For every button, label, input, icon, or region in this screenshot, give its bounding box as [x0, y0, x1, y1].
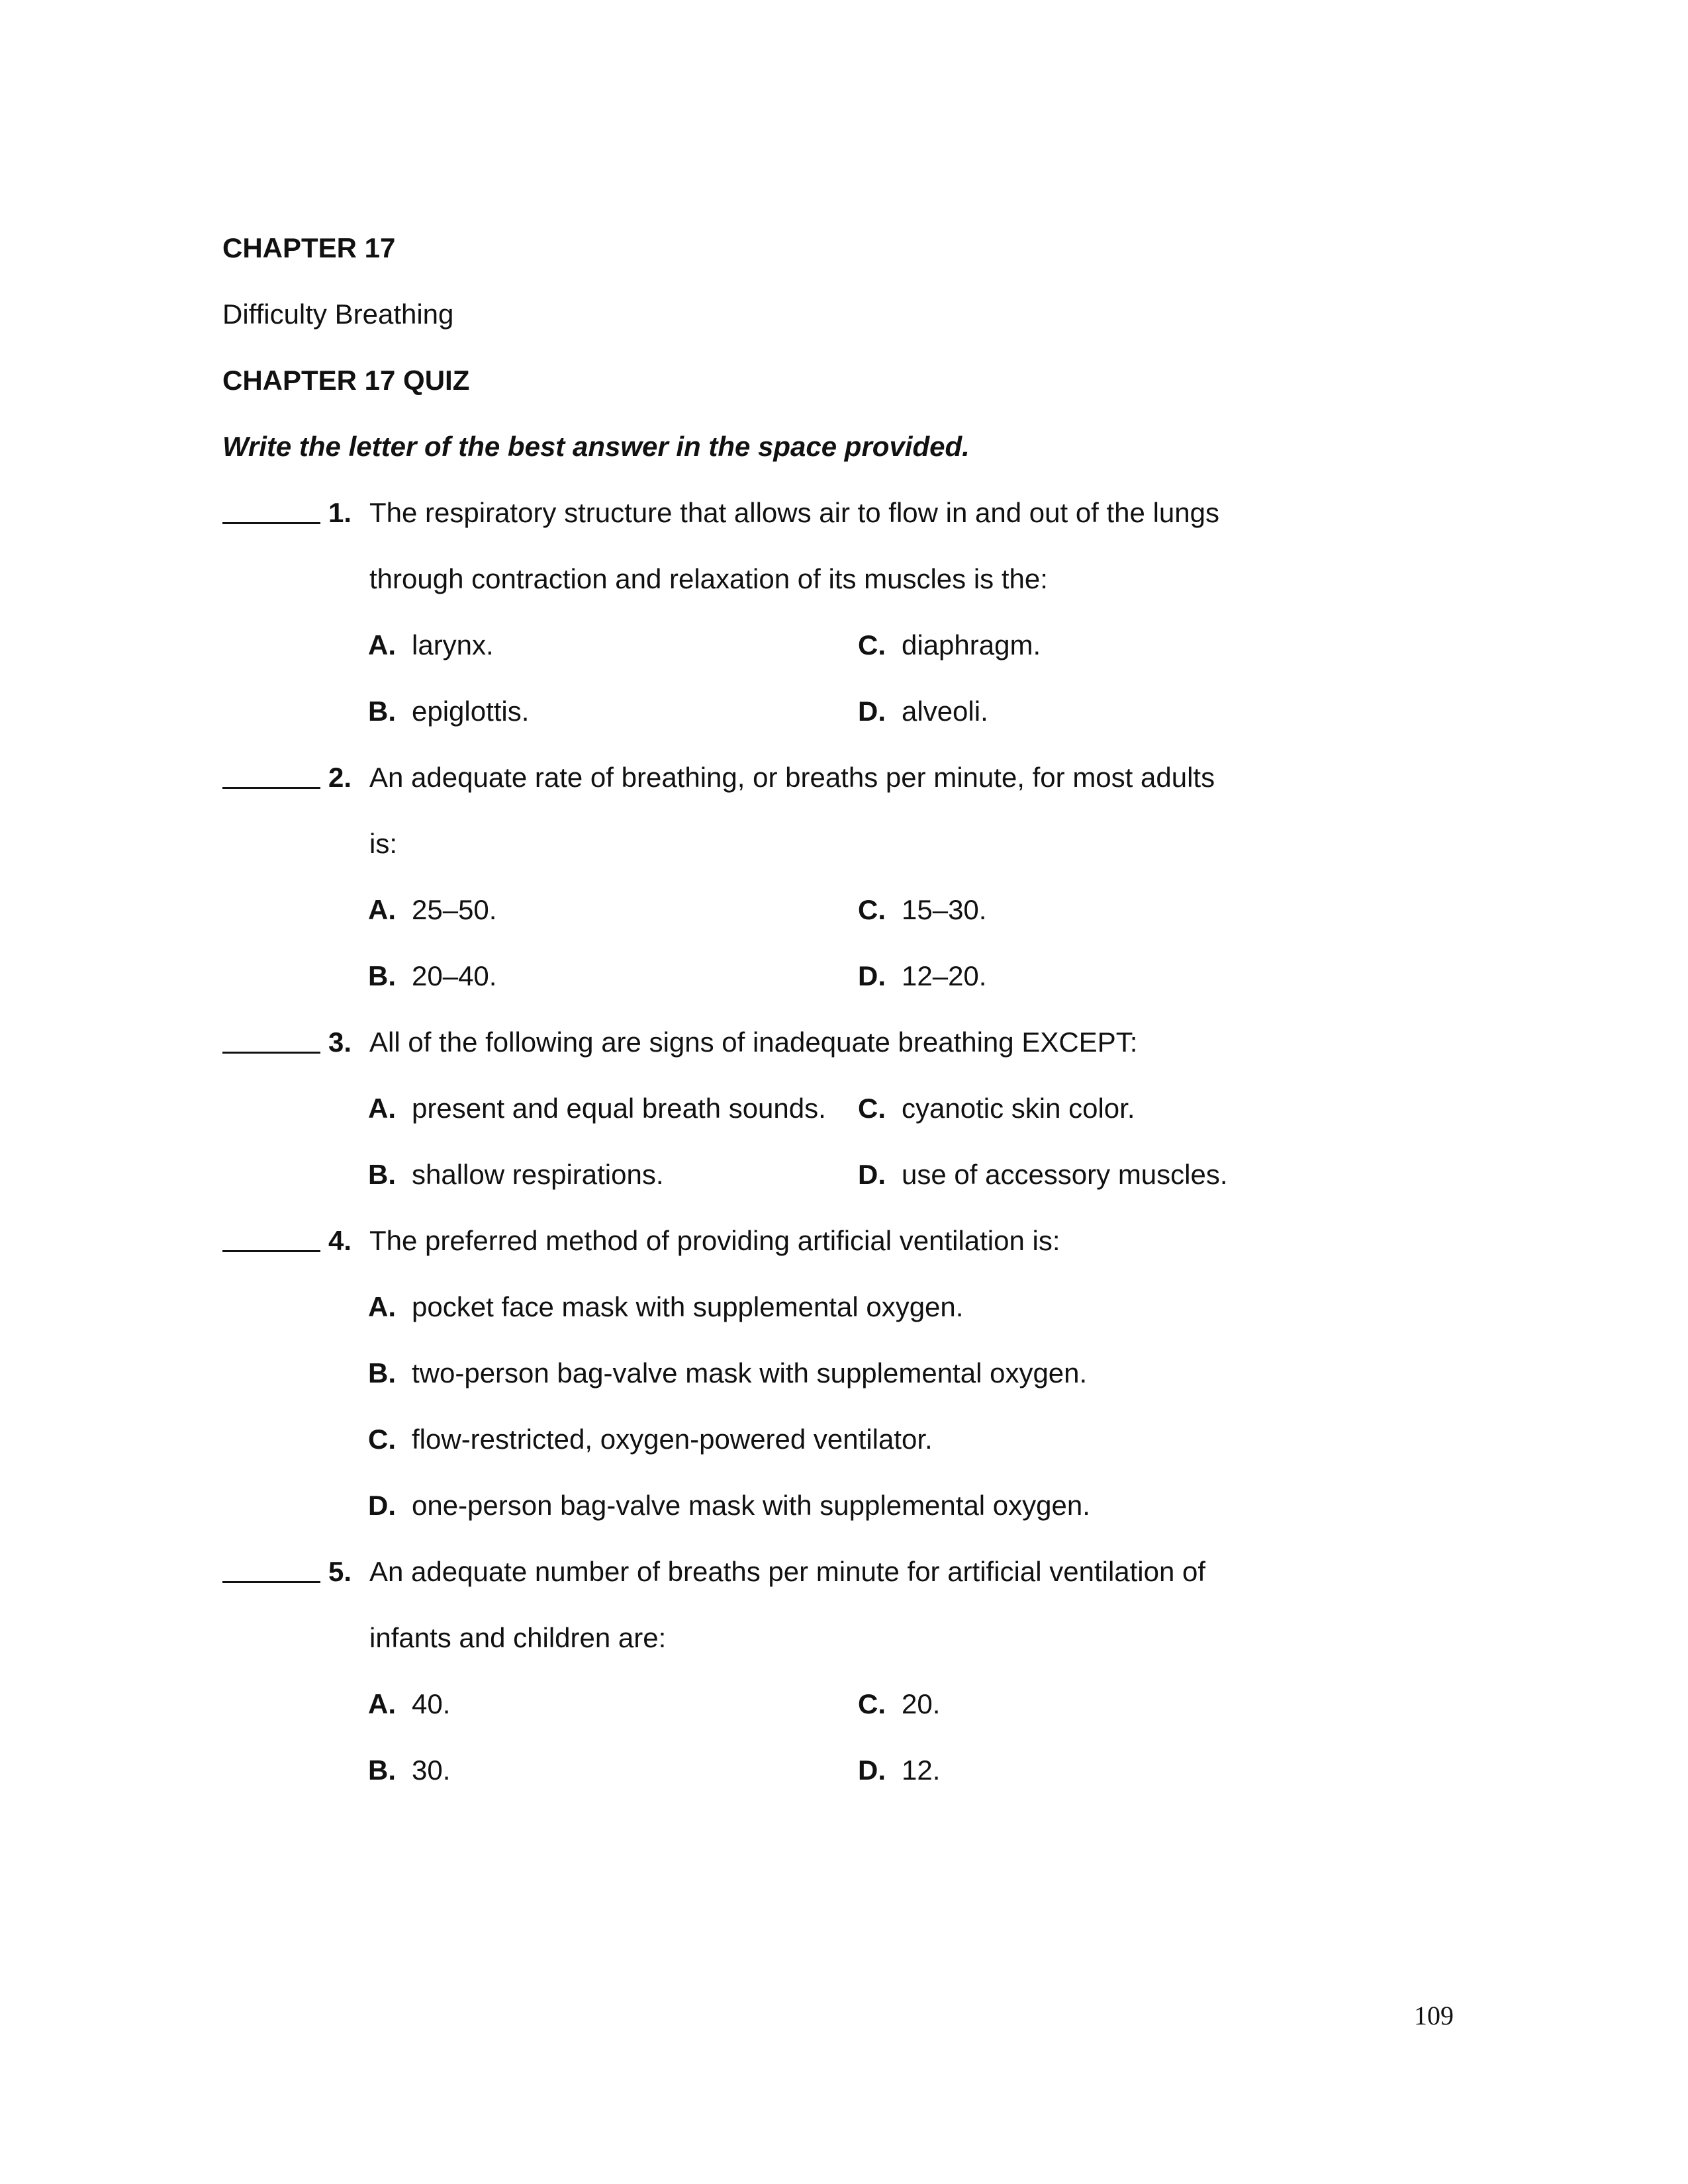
question-5 [222, 1555, 1348, 1588]
quiz-title: CHAPTER 17 QUIZ [222, 365, 470, 396]
option-d: D. 12. [858, 1754, 941, 1786]
answer-blank-5[interactable] [222, 1555, 320, 1588]
question-4 [222, 1224, 1348, 1257]
page-number: 109 [1414, 2001, 1454, 2030]
option-c: C. 15–30. [858, 894, 987, 925]
question-text: An adequate number of breaths per minute for artificial ventilation of [369, 1556, 1206, 1587]
option-b: B. 20–40. [368, 960, 497, 991]
question-text-continued: through contraction and relaxation of its muscles is the: [369, 563, 1048, 594]
chapter-subtitle: Difficulty Breathing [222, 298, 454, 330]
option-c: C. diaphragm. [858, 629, 1041, 660]
question-number: 3. [328, 1026, 352, 1058]
question-text: All of the following are signs of inadequate breathing EXCEPT: [369, 1026, 1138, 1058]
answer-blank-3[interactable] [222, 1026, 320, 1059]
question-1 [222, 496, 1348, 529]
option-d: D. alveoli. [858, 696, 988, 727]
question-2 [222, 761, 1348, 794]
option-a: A. larynx. [368, 629, 494, 660]
question-text: The respiratory structure that allows air to flow in and out of the lungs [369, 497, 1219, 528]
question-number: 2. [328, 762, 352, 793]
option-b: B. two-person bag-valve mask with supplemental oxygen. [368, 1357, 1088, 1388]
option-b: B. epiglottis. [368, 696, 530, 727]
option-d: D. 12–20. [858, 960, 987, 991]
option-a: A. pocket face mask with supplemental oxygen. [368, 1291, 964, 1322]
question-3 [222, 1026, 1348, 1059]
option-c: C. flow-restricted, oxygen-powered ventilator. [368, 1424, 933, 1455]
quiz-instructions: Write the letter of the best answer in the space provided. [222, 431, 970, 462]
answer-blank-4[interactable] [222, 1224, 320, 1257]
option-d: D. one-person bag-valve mask with supplemental oxygen. [368, 1490, 1090, 1521]
question-text-continued: infants and children are: [369, 1622, 667, 1653]
chapter-heading: CHAPTER 17 [222, 232, 396, 263]
question-text-continued: is: [369, 828, 397, 859]
question-text: An adequate rate of breathing, or breaths per minute, for most adults [369, 762, 1215, 793]
option-a: A. 40. [368, 1688, 451, 1719]
option-b: B. shallow respirations. [368, 1159, 664, 1190]
question-number: 1. [328, 497, 352, 528]
option-c: C. 20. [858, 1688, 941, 1719]
option-b: B. 30. [368, 1754, 451, 1786]
option-d: D. use of accessory muscles. [858, 1159, 1228, 1190]
option-c: C. cyanotic skin color. [858, 1093, 1135, 1124]
option-a: A. 25–50. [368, 894, 497, 925]
question-number: 4. [328, 1225, 352, 1256]
question-text: The preferred method of providing artificial ventilation is: [369, 1225, 1060, 1256]
question-number: 5. [328, 1556, 352, 1587]
option-a: A. present and equal breath sounds. [368, 1093, 826, 1124]
answer-blank-2[interactable] [222, 761, 320, 794]
answer-blank-1[interactable] [222, 496, 320, 529]
